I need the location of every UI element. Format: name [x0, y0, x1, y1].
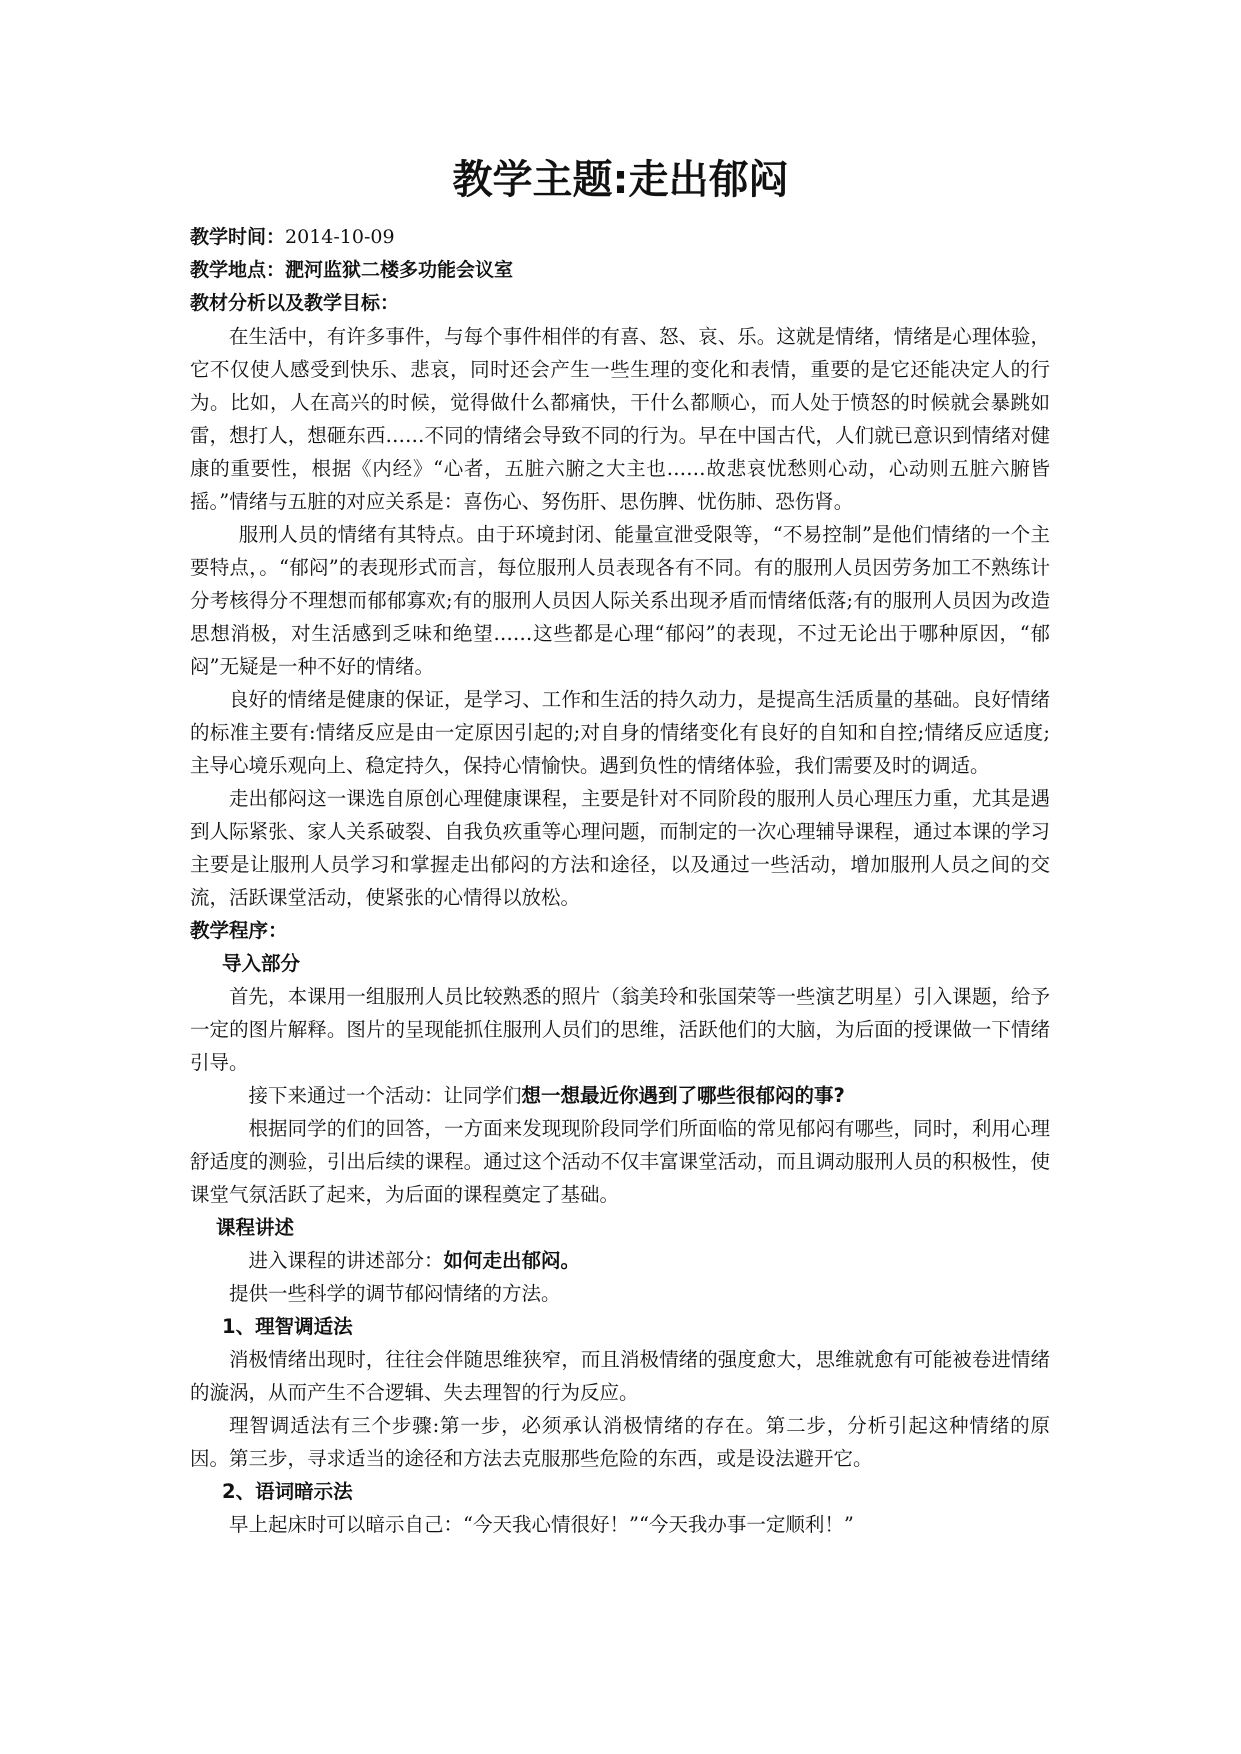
intro-paragraph-1: 首先，本课用一组服刑人员比较熟悉的照片（翁美玲和张国荣等一些演艺明星）引入课题，给予一定的图片解释。图片的呈现能抓住服刑人员们的思维，活跃他们的大脑，为后面的授课做一下情绪引导。	[190, 985, 1050, 1074]
method-2-heading: 2、语词暗示法	[222, 1480, 353, 1503]
analysis-paragraph-4: 走出郁闷这一课选自原创心理健康课程，主要是针对不同阶段的服刑人员心理压力重，尤其是遇到人际紧张、家人关系破裂、自我负疚重等心理问题，而制定的一次心理辅导课程，通过本课的学习主要是让服刑人员学习和掌握走出郁闷的方法和途径，以及通过一些活动，增加服刑人员之间的交流，活跃课堂活动，使紧张的心情得以放松。	[190, 787, 1050, 909]
analysis-heading	[190, 287, 1050, 320]
place-label: 教学地点：	[190, 259, 286, 281]
activity-paragraph	[190, 1079, 1050, 1112]
course-prefix: 进入课程的讲述部分：	[248, 1249, 444, 1272]
course-paragraph-1	[190, 1244, 1050, 1277]
course-paragraph-2: 提供一些科学的调节郁闷情绪的方法。	[229, 1282, 561, 1305]
analysis-paragraph-1: 在生活中，有许多事件，与每个事件相伴的有喜、怒、哀、乐。这就是情绪，情绪是心理体验，它不仅使人感受到快乐、悲哀，同时还会产生一些生理的变化和表情，重要的是它还能决定人的行为。比如，人在高兴的时候，觉得做什么都痛快，干什么都顺心，而人处于愤怒的时候就会暴跳如雷，想打人，想砸东西……不同的情绪会导致不同的行为。早在中国古代，人们就已意识到情绪对健康的重要性，根据《内经》“心者，五脏六腑之大主也……故悲哀忧愁则心动，心动则五脏六腑皆摇。”情绪与五脏的对应关系是：喜伤心、努伤肝、思伤脾、忧伤肺、恐伤肾。	[190, 325, 1050, 513]
activity-question: 想一想最近你遇到了哪些很郁闷的事?	[521, 1084, 845, 1107]
method-2-paragraph-1: 早上起床时可以暗示自己：“今天我心情很好！”“今天我办事一定顺利！”	[229, 1513, 854, 1536]
teaching-time	[190, 221, 1050, 254]
analysis-paragraph-2: 服刑人员的情绪有其特点。由于环境封闭、能量宣泄受限等，“不易控制”是他们情绪的一个主要特点，。“郁闷”的表现形式而言，每位服刑人员表现各有不同。有的服刑人员因劳务加工不熟练计分考核得分不理想而郁郁寡欢;有的服刑人员因人际关系出现矛盾而情绪低落;有的服刑人员因为改造思想消极，对生活感到乏味和绝望……这些都是心理“郁闷”的表现，不过无论出于哪种原因，“郁闷”无疑是一种不好的情绪。	[190, 523, 1050, 678]
teaching-place	[190, 254, 1050, 287]
analysis-heading-text: 教材分析以及教学目标：	[190, 292, 400, 314]
course-section-heading: 课程讲述	[216, 1216, 295, 1239]
intro-section-heading: 导入部分	[222, 952, 301, 975]
method-1-paragraph-1: 消极情绪出现时，往往会伴随思维狭窄，而且消极情绪的强度愈大，思维就愈有可能被卷进情绪的漩涡，从而产生不合逻辑、失去理智的行为反应。	[190, 1348, 1050, 1404]
time-label: 教学时间：	[190, 226, 286, 248]
procedure-heading: 教学程序：	[190, 919, 288, 942]
document-body	[190, 221, 1050, 1541]
intro-paragraph-3: 根据同学的们的回答，一方面来发现现阶段同学们所面临的常见郁闷有哪些，同时，利用心理舒适度的测验，引出后续的课程。通过这个活动不仅丰富课堂活动，而且调动服刑人员的积极性，使课堂气氛活跃了起来，为后面的课程奠定了基础。	[190, 1117, 1050, 1206]
place-value: 淝河监狱二楼多功能会议室	[285, 259, 514, 281]
method-1-heading: 1、理智调适法	[222, 1315, 353, 1338]
time-value: 2014-10-09	[285, 226, 395, 248]
activity-prefix: 接下来通过一个活动：让同学们	[248, 1084, 522, 1107]
course-topic: 如何走出郁闷。	[443, 1249, 581, 1272]
page-title: 教学主题:走出郁闷	[452, 157, 789, 203]
method-1-paragraph-2: 理智调适法有三个步骤:第一步，必须承认消极情绪的存在。第二步，分析引起这种情绪的原因。第三步，寻求适当的途径和方法去克服那些危险的东西，或是设法避开它。	[190, 1414, 1050, 1470]
analysis-paragraph-3: 良好的情绪是健康的保证，是学习、工作和生活的持久动力，是提高生活质量的基础。良好情绪的标准主要有:情绪反应是由一定原因引起的;对自身的情绪变化有良好的自知和自控;情绪反应适度;主导心境乐观向上、稳定持久，保持心情愉快。遇到负性的情绪体验，我们需要及时的调适。	[190, 688, 1050, 777]
